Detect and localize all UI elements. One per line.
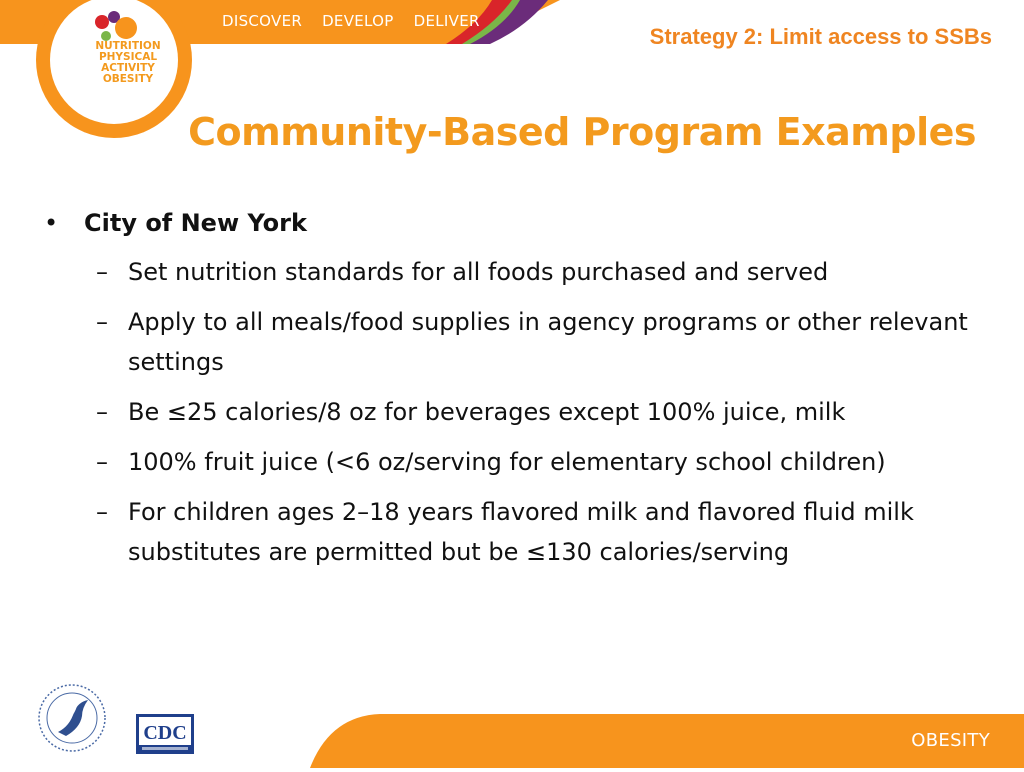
nav-discover: DISCOVER <box>222 12 303 30</box>
subbullet-item <box>40 302 1000 382</box>
bullet-icon: • <box>44 209 59 237</box>
subbullet-text: Set nutrition standards for all foods purchased and served <box>128 258 829 286</box>
dash-icon: – <box>96 308 108 336</box>
strategy-label: Strategy 2: Limit access to SSBs <box>649 24 992 49</box>
slide-content <box>40 204 1000 582</box>
cdc-logo-text: CDC <box>143 722 187 744</box>
subbullet-item <box>40 492 1000 572</box>
nav-deliver: DELIVER <box>413 12 480 30</box>
dash-icon: – <box>96 398 108 426</box>
cdc-logo-icon <box>136 714 194 754</box>
subbullet-text: Be ≤25 calories/8 oz for beverages except 100% juice, milk <box>128 398 846 426</box>
npao-logo <box>22 0 198 144</box>
subbullet-item <box>40 252 1000 292</box>
hhs-seal-icon <box>36 682 108 754</box>
header-nav <box>222 12 480 30</box>
subbullet-text: For children ages 2–18 years flavored milk and flavored fluid milk substitutes are permitted but be ≤130 calories/serving <box>128 498 914 566</box>
subbullet-item <box>40 392 1000 432</box>
nav-develop: DEVELOP <box>322 12 394 30</box>
dash-icon: – <box>96 498 108 526</box>
logo-line-1: NUTRITION <box>95 40 161 52</box>
bullet-city <box>40 204 1000 242</box>
footer-obesity-label: OBESITY <box>911 730 990 751</box>
bullet-label: City of New York <box>84 209 307 237</box>
logo-line-2: PHYSICAL ACTIVITY <box>98 51 158 74</box>
dash-icon: – <box>96 258 108 286</box>
dash-icon: – <box>96 448 108 476</box>
logo-text <box>78 41 178 85</box>
subbullet-text: Apply to all meals/food supplies in agency programs or other relevant settings <box>128 308 968 376</box>
subbullet-text: 100% fruit juice (<6 oz/serving for elementary school children) <box>128 448 886 476</box>
logo-line-3: OBESITY <box>102 73 154 85</box>
slide-title: Community-Based Program Examples <box>188 110 976 154</box>
subbullet-item <box>40 442 1000 482</box>
